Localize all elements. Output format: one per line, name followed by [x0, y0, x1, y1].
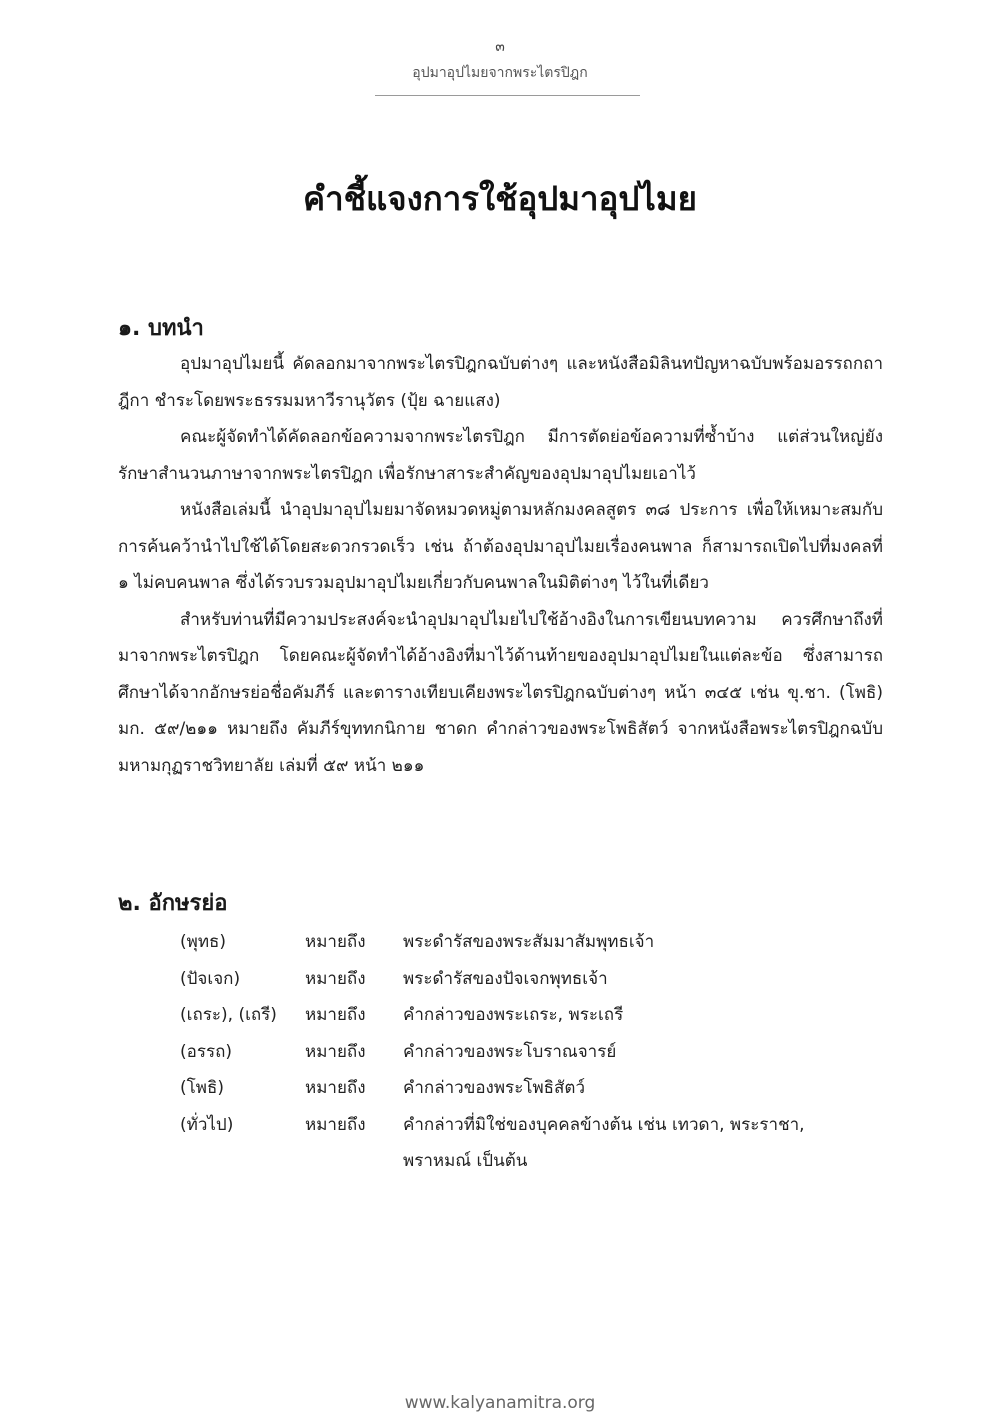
paragraph: อุปมาอุปไมยนี้ คัดลอกมาจากพระไตรปิฎกฉบับต่างๆ และหนังสือมิลินทปัญหาฉบับพร้อมอรรถกถา ฎีกา ชำระโดยพระธรรมมหาวีรานุวัตร (ปุ้ย ฉายแสง)	[118, 354, 883, 411]
abbreviation-row	[180, 1070, 880, 1107]
header-divider	[375, 95, 640, 96]
means-label: หมายถึง	[305, 932, 366, 952]
paragraph: หนังสือเล่มนี้ นำอุปมาอุปไมยมาจัดหมวดหมู่ตามหลักมงคลสูตร ๓๘ ประการ เพื่อให้เหมาะสมกับการค้นคว้านำไปใช้ได้โดยสะดวกรวดเร็ว เช่น ถ้าต้องอุปมาอุปไมยเรื่องคนพาล ก็สามารถเปิดไปที่มงคลที่ ๑ ไม่คบคนพาล ซึ่งได้รวบรวมอุปมาอุปไมยเกี่ยวกับคนพาลในมิติต่างๆ ไว้ในที่เดียว	[118, 500, 883, 593]
means-label: หมายถึง	[305, 1041, 366, 1062]
paragraph: สำหรับท่านที่มีความประสงค์จะนำอุปมาอุปไมยไปใช้อ้างอิงในการเขียนบทความ ควรศึกษาถึงที่มาจากพระไตรปิฎก โดยคณะผู้จัดทำได้อ้างอิงที่มาไว้ด้านท้ายของอุปมาอุปไมยในแต่ละข้อ ซึ่งสามารถศึกษาได้จากอักษรย่อชื่อคัมภีร์ และตารางเทียบเคียงพระไตรปิฎกฉบับต่างๆ หน้า ๓๔๕ เช่น ขุ.ชา. (โพธิ) มก. ๕๙/๒๑๑ หมายถึง คัมภีร์ขุททกนิกาย ชาดก คำกล่าวของพระโพธิสัตว์ จากหนังสือพระไตรปิฎกฉบับมหามกุฏราชวิทยาลัย เล่มที่ ๕๙ หน้า ๒๑๑	[118, 609, 883, 776]
abbreviation-definition: พระดำรัสของพระสัมมาสัมพุทธเจ้า	[403, 932, 655, 952]
abbreviation-definition: คำกล่าวของพระโพธิสัตว์	[403, 1078, 585, 1098]
running-header: อุปมาอุปไมยจากพระไตรปิฎก	[412, 65, 588, 81]
abbreviation-term: (พุทธ)	[180, 932, 227, 952]
means-label: หมายถึง	[305, 1078, 366, 1098]
section-heading-abbreviations: ๒. อักษรย่อ	[118, 891, 228, 916]
abbreviation-term: (ทั่วไป)	[180, 1114, 234, 1135]
abbreviation-definition: พระดำรัสของปัจเจกพุทธเจ้า	[403, 968, 608, 989]
abbreviation-term: (เถระ), (เถรี)	[180, 1005, 277, 1025]
paragraph: คณะผู้จัดทำได้คัดลอกข้อความจากพระไตรปิฎก มีการตัดย่อข้อความที่ซ้ำบ้าง แต่ส่วนใหญ่ยังรักษาสำนวนภาษาจากพระไตรปิฎก เพื่อรักษาสาระสำคัญของอุปมาอุปไมยเอาไว้	[118, 427, 883, 484]
abbreviation-definition: คำกล่าวของพระโบราณจารย์	[403, 1041, 617, 1062]
abbreviation-row	[180, 961, 880, 998]
abbreviation-definition: คำกล่าวของพระเถระ, พระเถรี	[403, 1005, 624, 1025]
document-title: คำชี้แจงการใช้อุปมาอุปไมย	[303, 179, 697, 218]
abbreviation-definition: คำกล่าวที่มิใช่ของบุคคลข้างต้น เช่น เทวดา, พระราชา, พราหมณ์ เป็นต้น	[403, 1114, 805, 1171]
introduction-body	[118, 346, 883, 784]
footer-url: www.kalyanamitra.org	[404, 1393, 596, 1413]
abbreviation-row	[180, 1107, 880, 1180]
page-number: ๓	[495, 39, 505, 55]
means-label: หมายถึง	[305, 1005, 366, 1025]
abbreviation-term: (โพธิ)	[180, 1078, 224, 1098]
abbreviation-list	[180, 924, 880, 1180]
section-heading-introduction: ๑. บทนำ	[118, 316, 204, 341]
abbreviation-row	[180, 997, 880, 1034]
abbreviation-row	[180, 1034, 880, 1071]
abbreviation-term: (ปัจเจก)	[180, 968, 241, 989]
abbreviation-term: (อรรถ)	[180, 1041, 233, 1062]
means-label: หมายถึง	[305, 968, 366, 989]
abbreviation-row	[180, 924, 880, 961]
means-label: หมายถึง	[305, 1114, 366, 1135]
